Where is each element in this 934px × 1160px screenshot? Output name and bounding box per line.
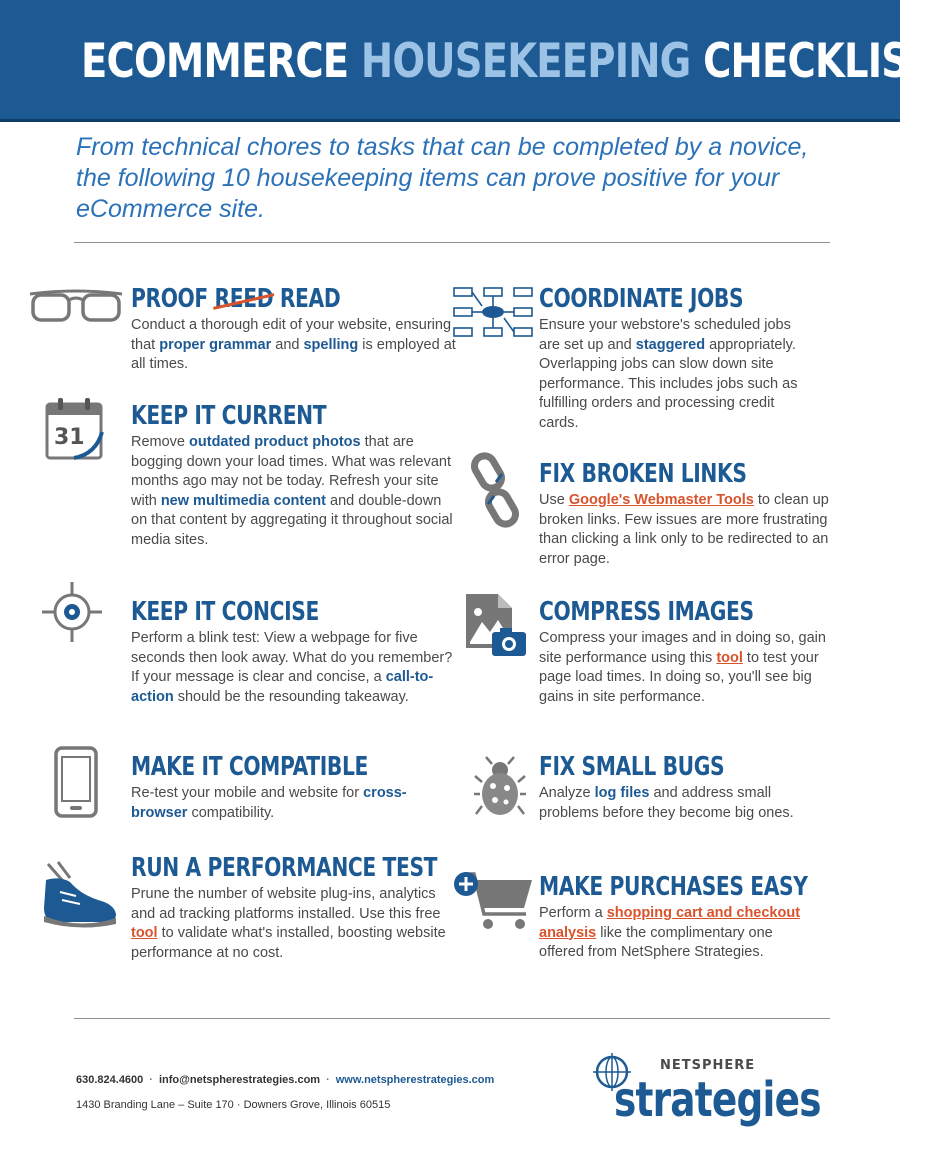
item-description: Perform a shopping cart and checkout analysis like the complimentary one offered from NetSphere Strategies. bbox=[539, 905, 801, 960]
struck-word: REED bbox=[214, 284, 274, 314]
item-description: Use Google's Webmaster Tools to clean up broken links. Few issues are more frustrating than clicking a link only to be redirected to an error page. bbox=[539, 492, 829, 567]
item-title: COMPRESS IMAGES bbox=[539, 597, 754, 627]
item-fix-broken-links bbox=[539, 459, 869, 569]
item-title: RUN A PERFORMANCE TEST bbox=[131, 853, 438, 883]
footer-phone: 630.824.4600 bbox=[76, 1074, 144, 1086]
cart-analysis-link[interactable]: shopping cart and checkout analysis bbox=[539, 905, 801, 941]
footer-address: 1430 Branding Lane – Suite 170 · Downers Grove, Illinois 60515 bbox=[76, 1099, 391, 1111]
smartphone-icon bbox=[54, 746, 98, 818]
item-title: KEEP IT CONCISE bbox=[131, 597, 319, 627]
bug-icon bbox=[474, 756, 526, 818]
item-description: Conduct a thorough edit of your website, ensuring that proper grammar and spelling is employed at all times. bbox=[131, 317, 456, 372]
intro-text: From technical chores to tasks that can be completed by a novice, the following 10 housekeeping items can prove positive for your eCommerce site. bbox=[76, 133, 809, 223]
broken-chain-link-icon bbox=[474, 452, 516, 528]
item-title: FIX SMALL BUGS bbox=[539, 752, 725, 782]
item-title: MAKE PURCHASES EASY bbox=[539, 872, 808, 902]
footer-email-link[interactable]: info@netspherestrategies.com bbox=[158, 1074, 321, 1086]
page-title: ECOMMERCE HOUSEKEEPING CHECKLIST bbox=[81, 34, 934, 89]
flowchart-icon bbox=[452, 286, 534, 340]
footer-contact: 630.824.4600 · info@netspherestrategies.com · www.netspherestrategies.com bbox=[76, 1074, 495, 1086]
image-camera-icon bbox=[464, 592, 528, 660]
shopping-cart-icon bbox=[452, 868, 534, 932]
item-title: COORDINATE JOBS bbox=[539, 284, 744, 314]
running-shoe-icon bbox=[40, 860, 120, 932]
footer-website-link[interactable]: www.netspherestrategies.com bbox=[335, 1074, 495, 1086]
image-tool-link[interactable]: tool bbox=[716, 649, 743, 666]
calendar-icon bbox=[44, 396, 106, 462]
logo-strategies: strategies bbox=[614, 1072, 821, 1128]
item-make-purchases-easy bbox=[539, 872, 869, 963]
item-description: Re-test your mobile and website for cross-browser compatibility. bbox=[131, 785, 407, 821]
item-keep-it-current bbox=[131, 401, 461, 550]
item-title: MAKE IT COMPATIBLE bbox=[131, 752, 368, 782]
item-description: Remove outdated product photos that are bogging down your load times. What was relevant months ago may not be today. Refresh your site with new multimedia content and double-down on that content by aggregating it throughout social media sites. bbox=[131, 434, 453, 548]
item-keep-it-concise bbox=[131, 597, 461, 707]
item-description: Analyze log files and address small problems before they become big ones. bbox=[539, 785, 794, 821]
item-make-it-compatible bbox=[131, 752, 461, 823]
calendar-day: 31 bbox=[54, 425, 85, 450]
divider-top bbox=[74, 242, 830, 243]
webmaster-tools-link[interactable]: Google's Webmaster Tools bbox=[568, 492, 754, 508]
item-title: KEEP IT CURRENT bbox=[131, 401, 327, 431]
header-banner bbox=[0, 0, 934, 122]
item-run-performance-test bbox=[131, 853, 461, 963]
item-description: Ensure your webstore's scheduled jobs are set up and staggered appropriately. Overlapping jobs can slow down site performance. This includes jobs such as fulfilling orders and processing credit cards. bbox=[539, 317, 798, 431]
performance-tool-link[interactable]: tool bbox=[131, 925, 158, 941]
item-proof-read bbox=[131, 284, 461, 375]
item-title: FIX BROKEN LINKS bbox=[539, 459, 747, 489]
item-coordinate-jobs bbox=[539, 284, 869, 433]
item-title: PROOF REED READ bbox=[131, 284, 341, 314]
item-description: Perform a blink test: View a webpage for five seconds then look away. What do you remember? If your message is clear and concise, a call-to-action should be the resounding takeaway. bbox=[131, 630, 453, 705]
glasses-icon bbox=[28, 286, 124, 326]
item-description: Prune the number of website plug-ins, analytics and ad tracking platforms installed. Use this free tool to validate what's installed, boosting website performance at no cost. bbox=[131, 886, 446, 961]
item-description: Compress your images and in doing so, gain site performance using this tool to test your page load times. In doing so, you'll see big gains in site performance. bbox=[539, 630, 826, 705]
logo-netsphere: NETSPHERE bbox=[660, 1058, 756, 1073]
target-crosshair-icon bbox=[40, 580, 104, 644]
divider-bottom bbox=[74, 1018, 830, 1019]
item-compress-images bbox=[539, 597, 869, 707]
item-fix-small-bugs bbox=[539, 752, 869, 823]
